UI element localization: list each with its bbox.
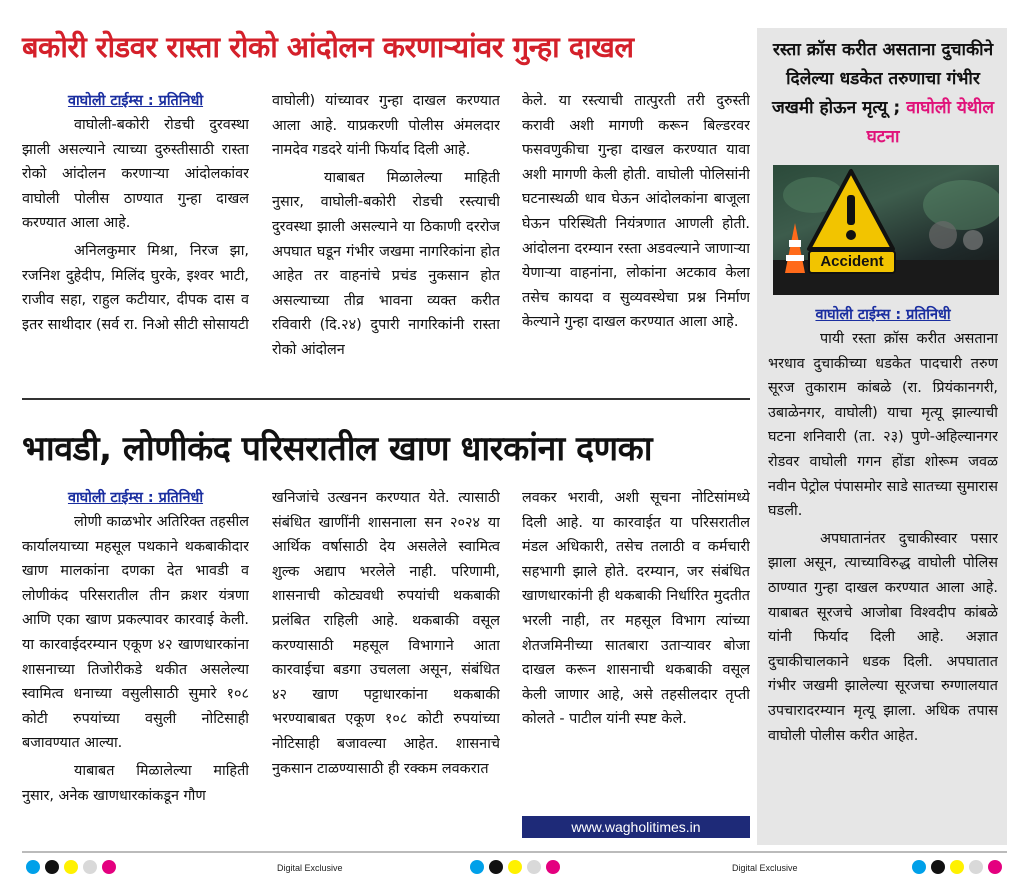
article2-paragraph: याबाबत मिळालेल्या माहिती नुसार, अनेक खाणधारकांकडून गौण xyxy=(22,762,249,804)
footer-label-right: Digital Exclusive xyxy=(732,863,798,873)
article1-column-3 xyxy=(522,89,750,392)
article2-paragraph: खनिजांचे उत्खनन करण्यात येते. त्यासाठी संबंधित खाणींनी शासनाला सन २०२४ या आर्थिक वर्षासाठी देय असलेले स्वामित्व शुल्क अद्याप भरलेले नाही. परिणामी, शासनाची कोट्यवधी रुपयांची थकबाकी प्रलंबित राहिली आहे. थकबाकी वसूल करण्यासाठी महसूल विभागाने आता कारवाईचा बडगा उचलला असून, संबंधित ४२ खाण पट्टाधारकांना थकबाकी भरण्याबाबत एकूण १०८ कोटी रुपयांच्या नोटिसाही बजावल्या आहेत. शासनाचे नुकसान टाळण्यासाठी ही रक्कम लवकरात xyxy=(272,490,500,777)
registration-dot xyxy=(912,860,926,874)
sidebar-byline: वाघोली टाईम्स : प्रतिनिधी xyxy=(815,307,951,323)
footer-rule xyxy=(22,851,1007,853)
article2-column-3 xyxy=(522,486,750,812)
color-registration-right xyxy=(912,860,1002,874)
registration-dot xyxy=(546,860,560,874)
registration-dot xyxy=(950,860,964,874)
article1-paragraph: अनिलकुमार मिश्रा, निरज झा, रजनिश दुहेदीप, मिलिंद घुरके, इश्वर भाटी, राजीव सहा, राहुल कटीयार, दीपक दास व इतर साथीदार (सर्व रा. निओ सीटी सोसायटी xyxy=(22,242,249,333)
accident-sign-label: Accident xyxy=(820,253,884,270)
article2-byline: वाघोली टाईम्स : प्रतिनिधी xyxy=(67,490,204,506)
accident-photo xyxy=(773,165,999,295)
article1-column-1 xyxy=(22,89,249,392)
color-registration-left xyxy=(26,860,116,874)
registration-dot xyxy=(102,860,116,874)
registration-dot xyxy=(527,860,541,874)
sidebar-headline-text: रस्ता क्रॉस करीत असताना दुचाकीने दिलेल्या धडकेत तरुणाचा गंभीर जखमी होऊन मृत्यू ; xyxy=(772,40,994,118)
website-link[interactable]: www.wagholitimes.in xyxy=(522,816,750,838)
registration-dot xyxy=(26,860,40,874)
article1-paragraph: केले. या रस्त्याची तात्पुरती तरी दुरुस्ती करावी अशी मागणी करून बिल्डरवर फसवणुकीचा गुन्हा दाखल करण्यात यावा अशी मागणी केली होती. वाघोली पोलिसांनी घटनास्थळी धाव घेऊन आंदोलकांना बाजूला घेऊन परिस्थिती नियंत्रणात आणली होती. आंदोलना दरम्यान रस्ता अडवल्याने जाणाऱ्या येणाऱ्या वाहनांना, लोकांना अटकाव केला तसेच कायदा व सुव्यवस्थेचा प्रश्न निर्माण केल्याने गुन्हा दाखल करण्यात आला आहे. xyxy=(522,93,750,331)
sidebar-paragraph: पायी रस्ता क्रॉस करीत असताना भरधाव दुचाकीच्या धडकेत पादचारी तरुण सूरज तुकाराम कांबळे (रा. प्रियंकानगरी, उबाळेनगर, वाघोली) याचा मृत्यू झाल्याची घटना शनिवारी (ता. २३) पुणे-अहिल्यानगर रोडवर वाघोली गगन होंडा शोरूम जवळ नवीन पेट्रोल पंपासमोर साडे सातच्या सुमारास घडली. xyxy=(768,331,998,520)
article-divider xyxy=(22,398,750,400)
registration-dot xyxy=(508,860,522,874)
article1-column-2 xyxy=(272,89,500,392)
registration-dot xyxy=(45,860,59,874)
article2-paragraph: लोणी काळभोर अतिरिक्त तहसील कार्यालयाच्या महसूल पथकाने थकबाकीदार खाण मालकांना दणका देत भावडी व लोणीकंद परिसरातील तीन क्रशर यंत्रणा आणि एका खाण प्रकल्पावर कारवाई केली. या कारवाईदरम्यान एकूण ४२ खाणधारकांना शासनाच्या तिजोरीकडे थकीत असलेल्या स्वामित्व धनाच्या वसुलीसाठी सुमारे १०८ कोटी रुपयांच्या वसुली नोटिसाही बजावण्यात आल्या. xyxy=(22,514,249,752)
article2-headline: भावडी, लोणीकंद परिसरातील खाण धारकांना दणका xyxy=(22,429,653,469)
sidebar-body xyxy=(768,327,998,842)
registration-dot xyxy=(969,860,983,874)
article2-column-1 xyxy=(22,486,249,844)
sidebar-headline xyxy=(768,36,998,152)
registration-dot xyxy=(83,860,97,874)
registration-dot xyxy=(988,860,1002,874)
article1-headline: बकोरी रोडवर रास्ता रोको आंदोलन करणाऱ्यांवर गुन्हा दाखल xyxy=(22,30,634,64)
color-registration-center xyxy=(470,860,560,874)
sidebar-byline-wrap xyxy=(768,303,998,327)
article1-paragraph: वाघोली-बकोरी रोडची दुरवस्था झाली असल्याने त्याच्या दुरुस्तीसाठी रास्ता रोको आंदोलन करणाऱ्या आंदोलकांवर वाघोली पोलीस ठाण्यात गुन्हा दाखल करण्यात आला आहे. xyxy=(22,117,249,232)
sidebar-paragraph: अपघातानंतर दुचाकीस्वार पसार झाला असून, त्याच्याविरुद्ध वाघोली पोलिस ठाण्यात गुन्हा दाखल करण्यात आला आहे. याबाबत सूरजचे आजोबा विश्वदीप कांबळे यांनी फिर्याद दिली आहे. अज्ञात दुचाकीचालकाने धडक दिली. अपघातात गंभीर जखमी झालेल्या सूरजचा रुग्णालयात उपचारादरम्यान मृत्यू झाला. अधिक तपास वाघोली पोलीस करीत आहेत. xyxy=(768,530,998,744)
article1-paragraph: वाघोली) यांच्यावर गुन्हा दाखल करण्यात आला आहे. याप्रकरणी पोलीस अंमलदार नामदेव गडदरे यांनी फिर्याद दिली आहे. xyxy=(272,93,500,159)
registration-dot xyxy=(470,860,484,874)
article2-paragraph: लवकर भरावी, अशी सूचना नोटिसांमध्ये दिली आहे. या कारवाईत या परिसरातील मंडल अधिकारी, तसेच तलाठी व कर्मचारी सहभागी झाले होते. दरम्यान, जर संबंधित खाणधारकांनी ही थकबाकी निर्धारित मुदतीत भरली नाही, तर महसूल विभाग त्यांच्या शेतजमिनीच्या सातबारा उताऱ्यावर बोजा दाखल करून शासनाची थकबाकी वसूल केली जाणार आहे, असे तहसीलदार तृप्ती कोलते - पाटील यांनी स्पष्ट केले. xyxy=(522,490,750,728)
footer-label-left: Digital Exclusive xyxy=(277,863,343,873)
article1-byline: वाघोली टाईम्स : प्रतिनिधी xyxy=(67,93,204,109)
accident-warning-icon xyxy=(773,165,999,295)
registration-dot xyxy=(489,860,503,874)
registration-dot xyxy=(64,860,78,874)
article1-paragraph: याबाबत मिळालेल्या माहिती नुसार, वाघोली-बकोरी रोडची रस्त्याची दुरवस्था झाली असल्याने या ठिकाणी दररोज अपघात घडून गंभीर जखमा नागरिकांना होत आहेत तर वाहनांचे प्रचंड नुकसान होत असल्याच्या तीव्र भावना व्यक्त करीत रविवारी (दि.२४) दुपारी नागरिकांनी रास्ता रोको आंदोलन xyxy=(272,169,500,358)
registration-dot xyxy=(931,860,945,874)
article2-column-2 xyxy=(272,486,500,844)
sidebar-headline-highlight: वाघोली येथील घटना xyxy=(866,98,994,147)
